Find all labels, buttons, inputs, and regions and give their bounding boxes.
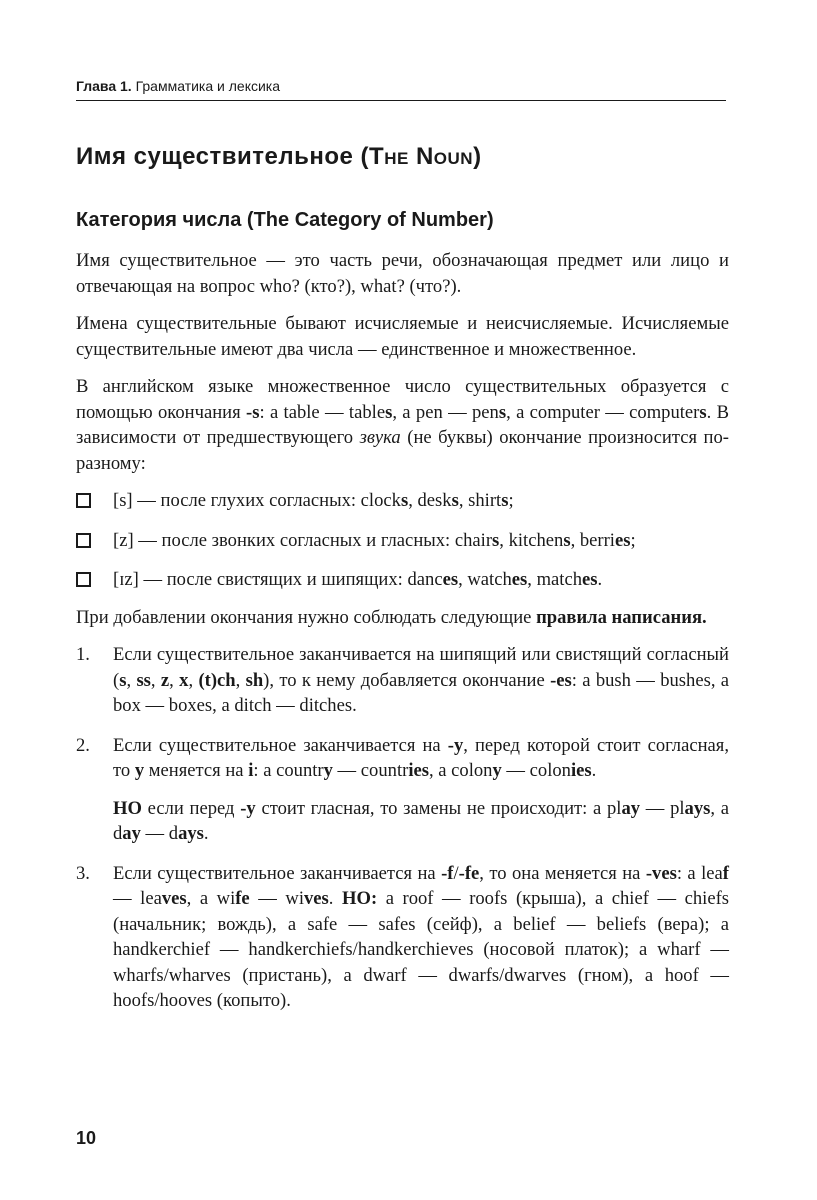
rule-number: 1. [76,644,90,665]
running-head [76,77,726,95]
list-item: [z] — после звонких согласных и гласных: chairs, kitchens, berries; [76,528,729,554]
list-item: [ɪz] — после свистящих и шипящих: dances, watches, matches. [76,567,729,593]
checkbox-bullet-icon [76,493,91,508]
section-title: Категория числа (The Category of Number) [76,209,494,231]
chapter-title-english: The Noun [369,143,474,170]
rule-item: 3. Если существительное заканчивается на -f/-fe, то она меняется на -ves: a leaf — leaves, a wife — wives. НО: a roof — roofs (крыша), a chief — chiefs (начальник; вождь), a safe — safes (сейф), a belief — beliefs (вера); a handkerchief — handkerchiefs/handkerchieves (носовой платок); a wharf — wharfs/wharves (пристань), a dwarf — dwarfs/dwarves (гном), a hoof — hoofs/hooves (копыто). [76,862,730,1011]
chapter-title-main: Имя существительное ( [76,143,370,170]
chapter-subtitle: Грамматика и лексика [135,78,281,94]
rule-note: НО если перед -y стоит гласная, то замены не происходит: a play — plays, a day — days. [113,797,729,844]
rule-item: 2. Если существительное заканчивается на -y, перед которой стоит согласная, то y меняется на i: a country — countries, a colony — colonies. НО если перед -y стоит гласная, то замены не происходит: a play — plays, a day — days. [76,733,729,847]
paragraph-countable: Имена существительные бывают исчисляемые и неисчисляемые. Исчисляемые существительные имеют два числа — единственное и множественное. [76,313,729,360]
paragraph-definition: Имя существительное — это часть речи, обозначающая предмет или лицо и отвечающая на вопрос who? (кто?), what? (что?). [76,250,729,297]
page-number: 10 [76,1128,97,1148]
checkbox-bullet-icon [76,572,91,587]
checkbox-bullet-icon [76,533,91,548]
body-text [76,248,729,1028]
spelling-rules-list [76,642,729,1014]
chapter-title-close: ) [473,143,482,170]
paragraph-plural-formation: В английском языке множественное число существительных образуется с помощью окончания -s: a table — tables, a pen — pens, a computer — computers. В зависимости от предшествующего звука (не буквы) окончание произносится по-разному: [76,376,730,474]
chapter-label: Глава 1. [76,78,132,94]
rule-item: 1. Если существительное заканчивается на шипящий или свистящий согласный (s, ss, z, x, (t)ch, sh), то к нему добавляется окончание -es: a bush — bushes, a box — boxes, a ditch — ditches. [76,644,730,716]
list-item: [s] — после глухих согласных: clocks, desks, shirts; [76,488,729,514]
pronunciation-list [76,488,729,593]
rule-number: 2. [76,734,90,756]
paragraph-spelling-rules: При добавлении окончания нужно соблюдать следующие правила написания. [76,606,707,628]
rule-number: 3. [76,862,90,884]
chapter-title [76,142,482,172]
header-rule [76,100,726,101]
